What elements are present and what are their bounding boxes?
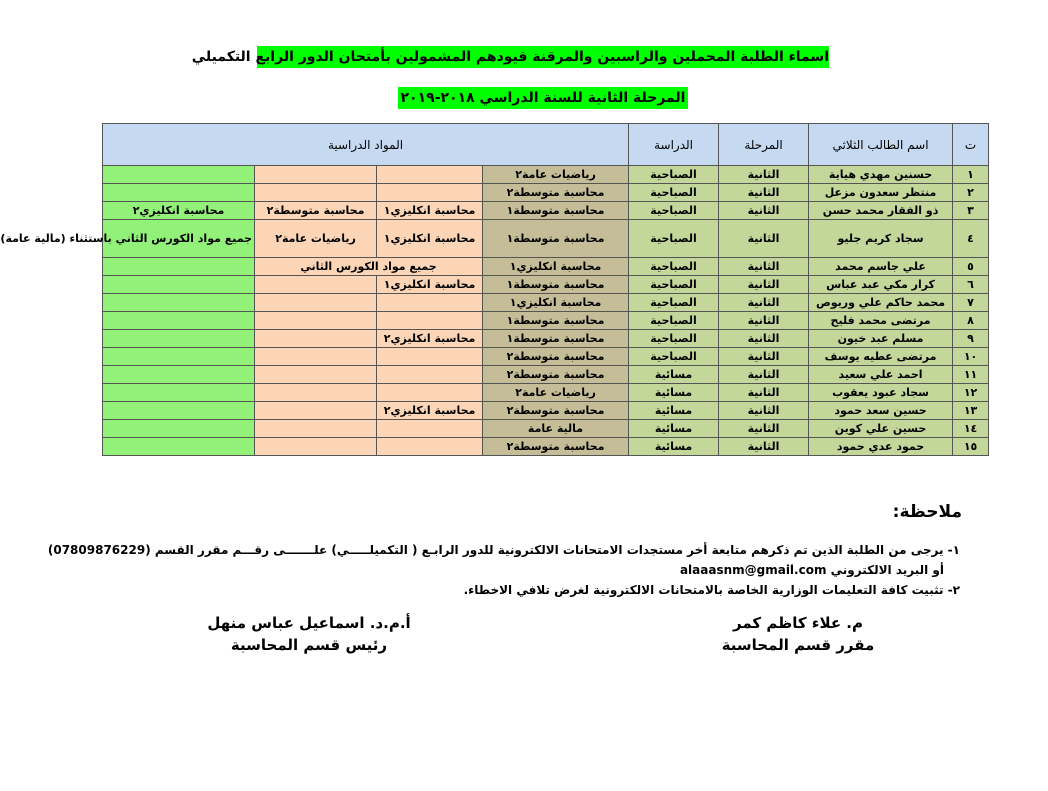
table-row	[103, 276, 989, 294]
subject-2	[377, 366, 483, 384]
table-row	[103, 258, 989, 276]
student-name: مسلم عبد خيون	[809, 330, 953, 348]
subject-3	[255, 184, 377, 202]
subject-4	[103, 420, 255, 438]
subject-4	[103, 438, 255, 456]
subject-1: محاسبة متوسطة١	[483, 276, 629, 294]
subject-3	[255, 312, 377, 330]
subject-1: رياضيات عامة٢	[483, 384, 629, 402]
student-study: الصباحية	[629, 276, 719, 294]
student-study: مسائية	[629, 384, 719, 402]
student-stage: الثانية	[719, 438, 809, 456]
subject-3	[255, 330, 377, 348]
subject-4	[103, 348, 255, 366]
subject-4	[103, 330, 255, 348]
subject-4	[103, 366, 255, 384]
student-study: الصباحية	[629, 184, 719, 202]
table-row	[103, 366, 989, 384]
student-name: حسين سعد حمود	[809, 402, 953, 420]
student-stage: الثانية	[719, 366, 809, 384]
student-name: ذو الفقار محمد حسن	[809, 202, 953, 220]
subject-1: محاسبة متوسطة٢	[483, 184, 629, 202]
student-stage: الثانية	[719, 276, 809, 294]
subject-2: محاسبة انكليزي١	[377, 220, 483, 258]
table-row	[103, 438, 989, 456]
row-num: ٢	[953, 184, 989, 202]
row-num: ١٥	[953, 438, 989, 456]
table-row	[103, 348, 989, 366]
student-stage: الثانية	[719, 220, 809, 258]
table-row	[103, 402, 989, 420]
subject-2: محاسبة انكليزي١	[377, 276, 483, 294]
table-row	[103, 312, 989, 330]
student-stage: الثانية	[719, 384, 809, 402]
subject-2	[377, 420, 483, 438]
subject-1: محاسبة متوسطة١	[483, 220, 629, 258]
subject-4	[103, 312, 255, 330]
subject-2	[377, 312, 483, 330]
row-num: ٥	[953, 258, 989, 276]
notes-title: ملاحظة:	[892, 502, 962, 522]
student-stage: الثانية	[719, 420, 809, 438]
student-name: حمود عدي حمود	[809, 438, 953, 456]
row-num: ٧	[953, 294, 989, 312]
student-study: الصباحية	[629, 294, 719, 312]
student-study: الصباحية	[629, 202, 719, 220]
student-stage: الثانية	[719, 312, 809, 330]
student-stage: الثانية	[719, 184, 809, 202]
student-name: حسين علي كوين	[809, 420, 953, 438]
subject-4	[103, 402, 255, 420]
subject-3: رياضيات عامة٢	[255, 220, 377, 258]
row-num: ١١	[953, 366, 989, 384]
student-stage: الثانية	[719, 166, 809, 184]
subject-4: جميع مواد الكورس الثاني باستثناء (مالية عامة)	[103, 220, 255, 258]
students-table	[0, 123, 989, 456]
row-num: ٨	[953, 312, 989, 330]
header-subjects: المواد الدراسية	[103, 124, 629, 166]
subject-2	[377, 348, 483, 366]
subject-1: محاسبة متوسطة١	[483, 202, 629, 220]
subject-3	[255, 366, 377, 384]
table-row	[103, 294, 989, 312]
student-name: علي جاسم محمد	[809, 258, 953, 276]
student-name: مرتضى عطيه يوسف	[809, 348, 953, 366]
subject-1: محاسبة انكليزي١	[483, 258, 629, 276]
row-num: ٤	[953, 220, 989, 258]
row-num: ٩	[953, 330, 989, 348]
header-num: ت	[953, 124, 989, 166]
row-num: ٦	[953, 276, 989, 294]
note-1-email: أو البريد الالكتروني alaaasnm@gmail.com	[679, 563, 944, 577]
header-study: الدراسة	[629, 124, 719, 166]
subject-4	[103, 294, 255, 312]
head-name: أ.م.د. اسماعيل عباس منهل	[207, 614, 411, 632]
student-study: الصباحية	[629, 330, 719, 348]
signature-head	[199, 612, 419, 656]
table-row	[103, 166, 989, 184]
subject-1: مالية عامة	[483, 420, 629, 438]
subject-3	[255, 294, 377, 312]
table-row	[103, 384, 989, 402]
subject-2	[377, 384, 483, 402]
student-name: منتظر سعدون مزعل	[809, 184, 953, 202]
student-study: مسائية	[629, 366, 719, 384]
subject-4	[103, 276, 255, 294]
student-stage: الثانية	[719, 402, 809, 420]
student-name: سجاد عبود يعقوب	[809, 384, 953, 402]
row-num: ١	[953, 166, 989, 184]
student-study: الصباحية	[629, 312, 719, 330]
subject-3	[255, 402, 377, 420]
table-row	[103, 420, 989, 438]
note-1: ١- يرجى من الطلبة الذين تم ذكرهم متابعة أخر مستجدات الامتحانات الالكترونية للدور الرابـع ( التكميلـــــي) علـــــــى رقـــم مقرر القسم (07809876229)	[47, 543, 960, 557]
subject-3	[255, 276, 377, 294]
subject-2	[377, 184, 483, 202]
student-stage: الثانية	[719, 330, 809, 348]
subject-2: محاسبة انكليزي١	[377, 202, 483, 220]
header-name: اسم الطالب الثلاثي	[809, 124, 953, 166]
coordinator-name: م. علاء كاظم كمر	[732, 614, 864, 632]
subject-3	[255, 420, 377, 438]
row-num: ١٠	[953, 348, 989, 366]
student-stage: الثانية	[719, 202, 809, 220]
subject-1: محاسبة متوسطة٢	[483, 348, 629, 366]
student-study: مسائية	[629, 438, 719, 456]
student-stage: الثانية	[719, 348, 809, 366]
subject-4	[103, 384, 255, 402]
table-row	[103, 330, 989, 348]
document-title: اسماء الطلبة المحملين والراسبين والمرقنة قيودهم المشمولين بأمتحان الدور الرابع التكميلي	[257, 46, 829, 68]
subject-2	[377, 166, 483, 184]
subject-1: محاسبة متوسطة٢	[483, 366, 629, 384]
student-study: الصباحية	[629, 166, 719, 184]
table-row	[103, 202, 989, 220]
student-study: الصباحية	[629, 348, 719, 366]
row-num: ١٤	[953, 420, 989, 438]
table-row	[103, 184, 989, 202]
student-name: سجاد كريم جليو	[809, 220, 953, 258]
head-title: رئيس قسم المحاسبة	[230, 636, 388, 654]
subject-4	[103, 184, 255, 202]
subject-2: محاسبة انكليزي٢	[377, 330, 483, 348]
subject-2	[377, 294, 483, 312]
subject-4: محاسبة انكليزي٢	[103, 202, 255, 220]
subject-1: محاسبة متوسطة١	[483, 312, 629, 330]
student-study: مسائية	[629, 402, 719, 420]
subject-2: محاسبة انكليزي٢	[377, 402, 483, 420]
subject-4	[103, 166, 255, 184]
table-row	[103, 220, 989, 258]
student-name: مرتضى محمد فليح	[809, 312, 953, 330]
row-num: ١٢	[953, 384, 989, 402]
subject-1: محاسبة متوسطة٢	[483, 402, 629, 420]
subject-3: محاسبة متوسطة٢	[255, 202, 377, 220]
coordinator-title: مقرر قسم المحاسبة	[721, 636, 875, 654]
student-name: محمد حاكم علي وريوص	[809, 294, 953, 312]
subject-3	[255, 348, 377, 366]
header-stage: المرحلة	[719, 124, 809, 166]
student-study: الصباحية	[629, 258, 719, 276]
signature-coordinator	[698, 612, 898, 656]
student-stage: الثانية	[719, 294, 809, 312]
table-header-row	[103, 124, 989, 166]
subject-3	[255, 384, 377, 402]
student-stage: الثانية	[719, 258, 809, 276]
student-study: الصباحية	[629, 220, 719, 258]
row-num: ١٣	[953, 402, 989, 420]
subject-4	[103, 258, 255, 276]
note-2: ٢- تثبيت كافة التعليمات الوزارية الخاصة بالامتحانات الالكترونية لغرض تلافي الاخطاء.	[463, 583, 960, 597]
subject-1: محاسبة انكليزي١	[483, 294, 629, 312]
subject-1: محاسبة متوسطة٢	[483, 438, 629, 456]
student-name: حسنين مهدي هياية	[809, 166, 953, 184]
student-name: احمد علي سعيد	[809, 366, 953, 384]
document-subtitle: المرحلة الثانية للسنة الدراسي ٢٠١٨-٢٠١٩	[398, 87, 688, 109]
subject-3	[255, 438, 377, 456]
student-study: مسائية	[629, 420, 719, 438]
row-num: ٣	[953, 202, 989, 220]
subject-1: رياضيات عامة٢	[483, 166, 629, 184]
subject-2	[377, 438, 483, 456]
subject-1: محاسبة متوسطة١	[483, 330, 629, 348]
student-name: كرار مكي عبد عباس	[809, 276, 953, 294]
subject-2-3-merged: جميع مواد الكورس الثاني	[255, 258, 483, 276]
subject-3	[255, 166, 377, 184]
